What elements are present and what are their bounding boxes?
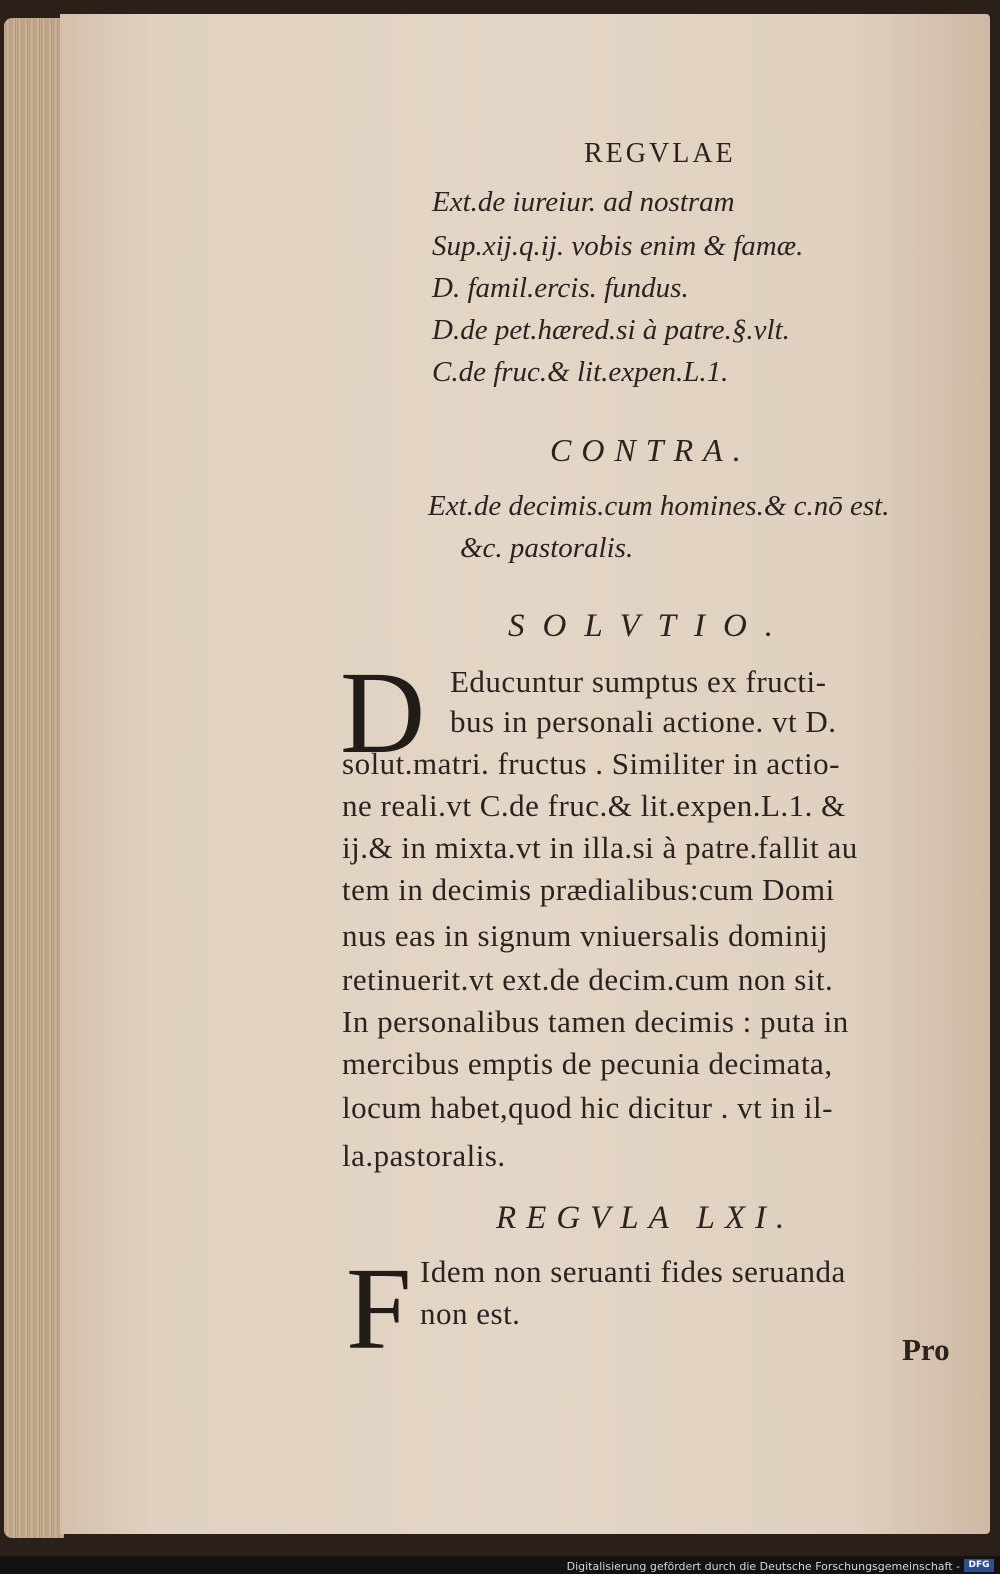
drop-cap: D (340, 647, 426, 778)
citation-line: C.de fruc.& lit.expen.L.1. (432, 356, 729, 388)
body-line: mercibus emptis de pecunia decimata, (342, 1046, 833, 1081)
body-line: tem in decimis prædialibus:cum Domi (342, 872, 835, 907)
catchword: Pro (902, 1332, 950, 1367)
drop-cap: F (346, 1243, 412, 1374)
footer-credit: Digitalisierung gefördert durch die Deutsche Forschungsgemeinschaft - (566, 1560, 960, 1573)
citation-line: Ext.de iureiur. ad nostram (432, 186, 735, 218)
citation-line: D. famil.ercis. fundus. (432, 272, 689, 304)
contra-line: &c. pastoralis. (460, 532, 634, 564)
contra-heading: CONTRA. (550, 432, 751, 468)
body-line: ij.& in mixta.vt in illa.si à patre.fallit au (342, 830, 858, 865)
body-line: In personalibus tamen decimis : puta in (342, 1004, 849, 1039)
body-line: Idem non seruanti fides seruanda (420, 1254, 846, 1289)
citation-line: Sup.xij.q.ij. vobis enim & famæ. (432, 230, 804, 262)
solutio-heading: SOLVTIO. (508, 608, 792, 644)
body-line: non est. (420, 1296, 521, 1331)
running-header: REGVLAE (584, 138, 736, 169)
body-line: Educuntur sumptus ex fructi- (450, 664, 827, 699)
body-line: nus eas in signum vniuersalis dominij (342, 918, 829, 953)
body-line: solut.matri. fructus . Similiter in actio- (342, 746, 840, 781)
body-line: la.pastoralis. (342, 1138, 506, 1173)
body-line: retinuerit.vt ext.de decim.cum non sit. (342, 962, 834, 997)
body-line: locum habet,quod hic dicitur . vt in il- (342, 1090, 833, 1125)
dfg-logo-icon: DFG (964, 1559, 994, 1572)
contra-line: Ext.de decimis.cum homines.& c.nō est. (428, 490, 890, 522)
page-edges (4, 18, 64, 1538)
body-line: bus in personali actione. vt D. (450, 704, 837, 739)
regula-heading: REGVLA LXI. (496, 1200, 795, 1236)
footer-bar (0, 1556, 1000, 1574)
citation-line: D.de pet.hæred.si à patre.§.vlt. (432, 314, 790, 346)
body-line: ne reali.vt C.de fruc.& lit.expen.L.1. & (342, 788, 846, 823)
